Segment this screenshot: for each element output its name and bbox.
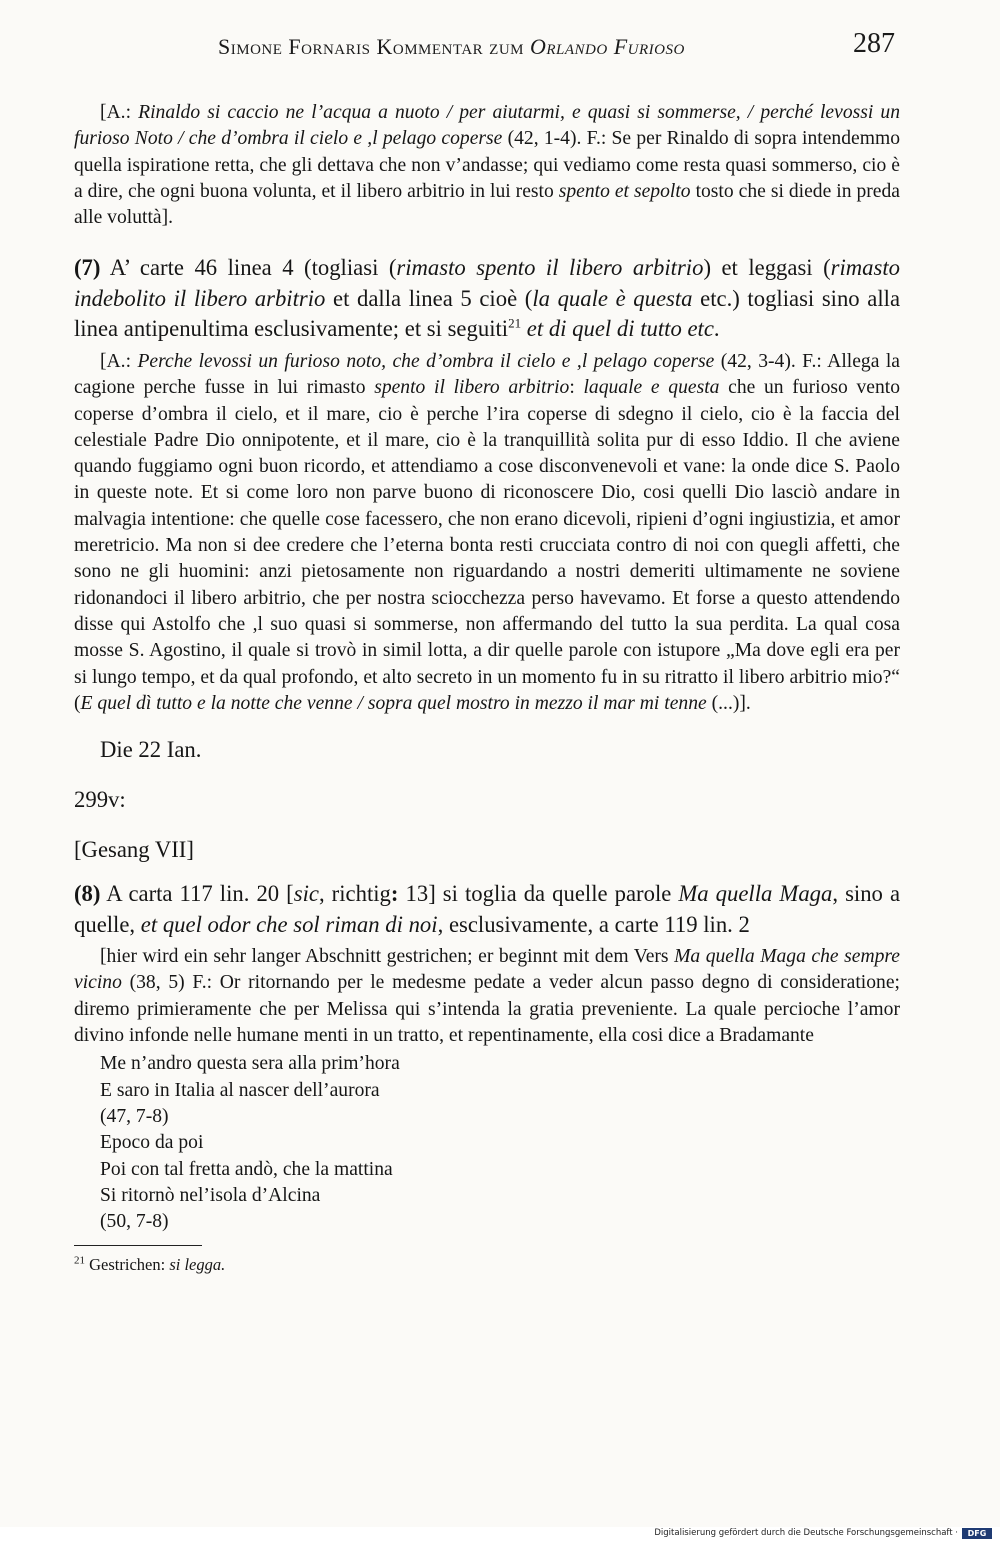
- text-run: :: [569, 377, 584, 399]
- verse-citation: (50, 7-8): [100, 1211, 169, 1233]
- italic-run: rimasto indebolito il libero arbitrio: [74, 255, 900, 311]
- verse-block: [74, 1051, 900, 1235]
- italic-run: spento il libero arbitrio: [374, 377, 570, 399]
- italic-run: Rinaldo si caccio ne l’acqua a nuoto / per aiutarmi, e quasi si sommerse, / perché levossi un furioso Noto / che d’ombra il cielo e ,l pelago coperse: [74, 102, 900, 150]
- italic-run: sic: [293, 881, 319, 907]
- text-run: [A.:: [100, 350, 138, 372]
- footnote-number: 21: [74, 1254, 85, 1267]
- text-run: [A.:: [100, 102, 139, 123]
- verse-citation: (47, 7-8): [100, 1105, 169, 1127]
- verse-line: Si ritornò nel’isola d’Alcina: [100, 1184, 321, 1206]
- text-run: et dalla linea 5 cioè (: [325, 285, 533, 311]
- page-body: [74, 100, 900, 1276]
- footnote-italic: si legga.: [169, 1255, 226, 1275]
- entry-7: [74, 253, 900, 345]
- paragraph-gestrichen: [74, 944, 900, 1049]
- text-run: (42, 3-4). F.: Allega la cagione perche fusse in lui rimasto: [74, 350, 900, 399]
- text-run: etc.) togliasi sino alla linea antipenultima esclusivamente; et si seguiti: [74, 285, 901, 342]
- text-run: (42, 1-4). F.: Se per Rinaldo di sopra intendemmo quella ispiratione retta, che gli dettava che non v’andasse; qui vediamo come resta quasi sommerso, cio è a dire, che ogni buona volunta, et il libero arbitrio in lui resto: [74, 128, 900, 202]
- running-title: [218, 34, 685, 60]
- page-number: 287: [853, 28, 895, 59]
- italic-run: laquale e questa: [583, 377, 720, 399]
- verse-line: E saro in Italia al nascer dell’aurora: [100, 1079, 380, 1101]
- running-header: [0, 28, 1000, 68]
- canto-heading: [Gesang VII]: [74, 837, 194, 863]
- folio-reference: 299v:: [74, 787, 126, 813]
- italic-run: Ma quella Maga che sempre vicino: [74, 946, 900, 994]
- verse-line: Poi con tal fretta andò, che la mattina: [100, 1158, 393, 1180]
- italic-run: spento et sepolto: [558, 180, 691, 202]
- text-run: , esclusivamente, a carte 119 lin. 2: [437, 911, 750, 937]
- text-run: .: [713, 316, 720, 342]
- text-run: [hier wird ein sehr langer Abschnitt gestrichen; er beginnt mit dem Vers: [100, 946, 675, 968]
- text-run: A carta 117 lin. 20 [: [100, 881, 294, 907]
- text-run: 13] si toglia da quelle parole: [398, 881, 679, 907]
- paragraph-a-42-3-4: [74, 349, 900, 717]
- entry-number: (7): [74, 255, 101, 281]
- digitization-footer: [0, 1527, 1000, 1541]
- text-run: , richtig: [318, 881, 391, 907]
- running-title-main: Simone Fornaris Kommentar zum: [218, 34, 530, 59]
- text-run: ) et leggasi (: [703, 255, 831, 281]
- text-run: tosto che si diede in preda alle voluttà].: [74, 180, 900, 229]
- entry-8: [74, 879, 900, 940]
- italic-run: E quel dì tutto e la notte che venne / sopra quel mostro in mezzo il mar mi tenne: [80, 692, 707, 714]
- italic-run: et quel odor che sol riman di noi: [140, 911, 438, 937]
- entry-number: (8): [74, 881, 101, 907]
- italic-run: la quale è questa: [532, 285, 693, 311]
- text-run: , sino a quelle,: [74, 881, 901, 937]
- italic-run: Perche levossi un furioso noto, che d’ombra il cielo e ,l pelago coperse: [137, 350, 715, 372]
- footnote-divider: [74, 1245, 202, 1246]
- verse-line: Me n’andro questa sera alla prim’hora: [100, 1053, 400, 1075]
- text-run: A’ carte 46 linea 4 (togliasi (: [100, 255, 397, 281]
- dfg-logo: DFG: [962, 1528, 992, 1539]
- footnote-text: Gestrichen:: [85, 1255, 170, 1275]
- text-run: (38, 5) F.: Or ritornando per le medesme pedate a veder alcun passo degno di consideratione; diremo primieramente che per Melissa qui s’intenda la gratia preveniente. La quale percioche l’amor divino infonde nelle humane menti in un tratto, et repentinamente, ella cosi dice a Bradamante: [74, 972, 900, 1047]
- footnote-ref: 21: [508, 315, 522, 331]
- footnote-21: [74, 1254, 900, 1276]
- running-title-work: Orlando Furioso: [530, 34, 685, 59]
- italic-run: rimasto spento il libero arbitrio: [396, 255, 704, 281]
- text-run: (...)].: [706, 692, 751, 714]
- date-line: Die 22 Ian.: [100, 737, 202, 763]
- paragraph-a-42-1-4: [74, 100, 900, 231]
- verse-line: Epoco da poi: [100, 1132, 204, 1154]
- text-run: che un furioso vento coperse d’ombra il cielo, et il mare, cio è perche l’ira coperse di sdegno il cielo, cio è la faccia del celestiale Padre Dio onnipotente, et il mare, cio è la tranquillità solita pur di esso Iddio. Il che aviene quando fuggiamo ogni buon ricordo, et attendiamo a cose disconvenevoli et vane: la onde dice S. Paolo in queste note. Et si come loro non parve buono di riconoscere Dio, cosi quelli Dio lasciò andare in malvagia intentione: che quelle cose facessero, che non erano dicevoli, ripieni d’ogni ingiustizia, et amor meretricio. Ma non si dee credere che l’eterna bonta resti crucciata contro di noi con quegli affetti, che sono ne gli huomini: anzi pietosamente non riguardando a nostri demeriti ultimamente ne soviene ridonandoci il libero arbitrio, che per nostra sciocchezza perso havevamo. Et forse a questo attendendo disse qui Astolfo che ,l suo quasi si sommerse, non affermando del tutto la sua perdita. La qual cosa mosse S. Agostino, il quale si trovò in simil lotta, a dir quelle parole con istupore „Ma dove egli era per si lungo tempo, et da qual profondo, et alto secreto in un momento fu in su ritratto il libero arbitrio mio?“ (: [74, 377, 900, 714]
- entry-number: :: [390, 881, 399, 907]
- italic-run: Ma quella Maga: [678, 881, 833, 907]
- funding-notice: Digitalisierung gefördert durch die Deutsche Forschungsgemeinschaft ·: [654, 1528, 958, 1538]
- italic-run: et di quel di tutto etc: [526, 316, 714, 342]
